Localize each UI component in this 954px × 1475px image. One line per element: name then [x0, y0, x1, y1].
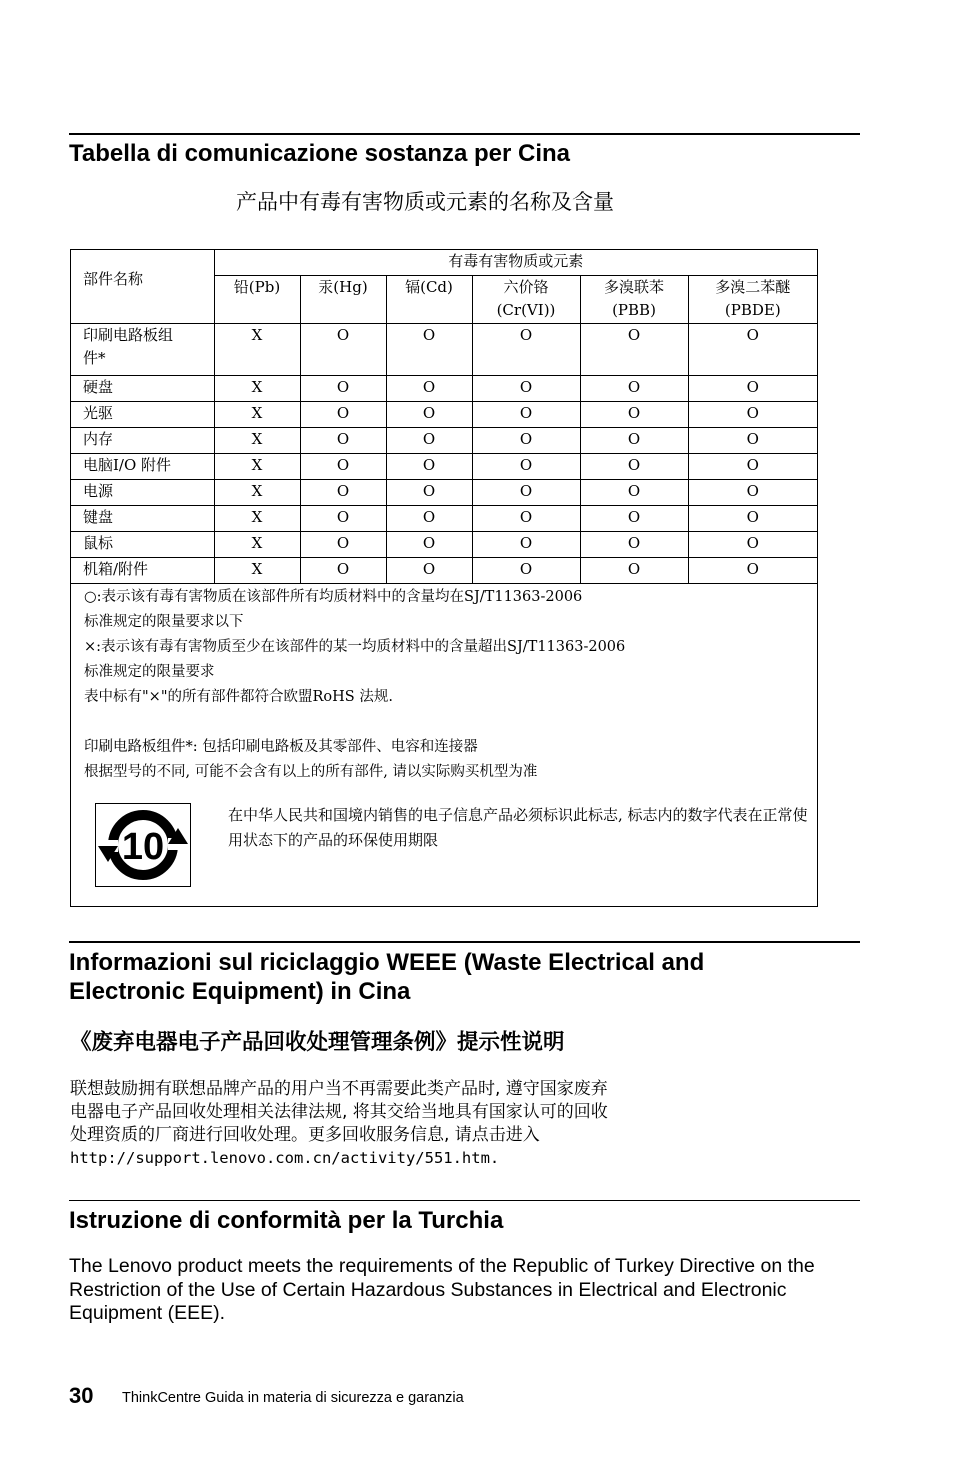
substance-value-cell: O: [300, 505, 386, 531]
part-name-cell: [71, 375, 214, 401]
part-name-line: 电脑I/O 附件: [83, 455, 172, 474]
substance-value-cell: O: [688, 557, 817, 583]
substance-value-cell: O: [688, 505, 817, 531]
substance-column-header: [214, 275, 300, 323]
substance-value-cell: O: [472, 479, 580, 505]
substance-value-cell: O: [386, 505, 472, 531]
substance-value-cell: X: [214, 505, 300, 531]
table-row: [71, 453, 817, 479]
substance-group-header: 有毒有害物质或元素: [214, 250, 817, 275]
substance-value-cell: O: [386, 375, 472, 401]
substance-column-header: [300, 275, 386, 323]
note-line: 标准规定的限量要求以下: [84, 614, 244, 630]
substance-value-cell: X: [214, 401, 300, 427]
weee-subtitle: 《废弃电器电子产品回收处理管理条例》提示性说明: [70, 1030, 565, 1055]
part-name-line: 件*: [83, 348, 106, 367]
substance-value-cell: X: [214, 453, 300, 479]
note-line: 根据型号的不同, 可能不会含有以上的所有部件, 请以实际购买机型为准: [84, 764, 538, 780]
substance-value-cell: O: [472, 453, 580, 479]
column-header-line: 铅(Pb): [233, 277, 281, 296]
substance-value-cell: O: [580, 505, 688, 531]
substance-value-cell: O: [688, 323, 817, 375]
weee-paragraph-line: 联想鼓励拥有联想品牌产品的用户当不再需要此类产品时, 遵守国家废弃: [70, 1079, 608, 1099]
substance-value-cell: O: [386, 557, 472, 583]
substance-value-cell: O: [300, 479, 386, 505]
column-header-line: 多溴联苯: [603, 277, 664, 296]
column-header-line: (PBDE): [724, 300, 781, 319]
substance-value-cell: O: [300, 401, 386, 427]
substance-value-cell: O: [300, 427, 386, 453]
substance-value-cell: O: [580, 401, 688, 427]
table-row: [71, 401, 817, 427]
table-row: [71, 557, 817, 583]
substance-value-cell: O: [386, 427, 472, 453]
substance-column-header: [386, 275, 472, 323]
table-row: [71, 531, 817, 557]
substance-value-cell: O: [688, 427, 817, 453]
substance-value-cell: O: [688, 531, 817, 557]
substance-column-header: [688, 275, 817, 323]
logo-explanation: 在中华人民共和国境内销售的电子信息产品必须标识此标志, 标志内的数字代表在正常使用状态下的产品的环保使用期限: [228, 806, 808, 849]
substance-value-cell: O: [580, 557, 688, 583]
substance-value-cell: O: [300, 375, 386, 401]
part-name-cell: [71, 453, 214, 479]
table-row: [71, 427, 817, 453]
note-line: 表中标有"×"的所有部件都符合欧盟RoHS 法规.: [84, 689, 393, 705]
substance-value-cell: X: [214, 375, 300, 401]
part-name-line: 键盘: [83, 507, 114, 526]
part-name-cell: [71, 401, 214, 427]
substance-value-cell: O: [472, 427, 580, 453]
substance-value-cell: O: [300, 323, 386, 375]
part-name-cell: [71, 323, 214, 375]
substance-value-cell: O: [386, 323, 472, 375]
substance-value-cell: O: [580, 531, 688, 557]
section-title-china-substances: Tabella di comunicazione sostanza per Cina: [69, 140, 571, 167]
substance-value-cell: X: [214, 531, 300, 557]
part-name-line: 机箱/附件: [83, 559, 149, 578]
column-header-line: 六价铬: [503, 277, 549, 296]
table-subtitle: 产品中有毒有害物质或元素的名称及含量: [236, 190, 614, 214]
column-header-line: (Cr(VI)): [496, 300, 556, 319]
substance-table: [71, 250, 817, 584]
section-title-weee: [69, 948, 704, 1006]
substance-value-cell: O: [688, 479, 817, 505]
substance-value-cell: X: [214, 479, 300, 505]
column-header-line: 镉(Cd): [405, 277, 453, 296]
weee-paragraph-line: 电器电子产品回收处理相关法律法规, 将其交给当地具有国家认可的回收: [70, 1102, 608, 1122]
page-number: 30: [69, 1383, 94, 1408]
substance-column-header: [580, 275, 688, 323]
part-name-cell: [71, 557, 214, 583]
part-name-line: 内存: [83, 429, 114, 448]
substance-value-cell: O: [300, 531, 386, 557]
part-name-header: 部件名称: [71, 250, 214, 323]
substance-value-cell: X: [214, 557, 300, 583]
substance-value-cell: O: [580, 375, 688, 401]
logo-number: 10: [121, 826, 165, 868]
column-header-line: (PBB): [612, 300, 656, 319]
part-name-line: 印刷电路板组: [83, 325, 174, 344]
part-name-cell: [71, 479, 214, 505]
column-header-line: 汞(Hg): [318, 277, 368, 296]
substance-value-cell: O: [300, 453, 386, 479]
environmental-use-period-logo: [95, 803, 191, 887]
substance-value-cell: O: [472, 557, 580, 583]
note-line: 印刷电路板组件*: 包括印刷电路板及其零部件、电容和连接器: [84, 739, 478, 755]
section-divider: [69, 941, 860, 943]
part-name-cell: [71, 505, 214, 531]
part-name-line: 电源: [83, 481, 114, 500]
substance-value-cell: O: [580, 479, 688, 505]
substance-value-cell: O: [386, 401, 472, 427]
table-row: [71, 323, 817, 375]
substance-value-cell: X: [214, 323, 300, 375]
note-line: [84, 710, 804, 735]
turkey-paragraph: The Lenovo product meets the requirements of the Republic of Turkey Directive on the Restriction of the Use of Certain Hazardous Substances in Electrical and Electronic Equipment (EEE).: [69, 1255, 815, 1324]
table-row: [71, 505, 817, 531]
substance-value-cell: O: [688, 453, 817, 479]
substance-value-cell: O: [386, 531, 472, 557]
substance-value-cell: X: [214, 427, 300, 453]
section-divider: [69, 133, 860, 135]
part-name-line: 硬盘: [83, 377, 114, 396]
substance-value-cell: O: [580, 427, 688, 453]
recycle-10-icon: [96, 804, 190, 886]
table-row: [71, 479, 817, 505]
substance-value-cell: O: [386, 453, 472, 479]
footer-title: ThinkCentre Guida in materia di sicurezza e garanzia: [122, 1390, 464, 1406]
column-header-line: 多溴二苯醚: [715, 277, 791, 296]
section-title-turkey: Istruzione di conformità per la Turchia: [69, 1207, 504, 1234]
weee-paragraph-line: 处理资质的厂商进行回收处理。更多回收服务信息, 请点击进入: [70, 1125, 540, 1145]
substance-column-header: [472, 275, 580, 323]
note-line: ×:表示该有毒有害物质至少在该部件的某一均质材料中的含量超出SJ/T11363-2006: [84, 639, 626, 655]
substance-value-cell: O: [688, 401, 817, 427]
weee-title-line1: Informazioni sul riciclaggio WEEE (Waste Electrical and: [69, 949, 705, 976]
substance-value-cell: O: [472, 505, 580, 531]
part-name-line: 光驱: [83, 403, 114, 422]
part-name-cell: [71, 531, 214, 557]
substance-value-cell: O: [472, 375, 580, 401]
weee-paragraph: [70, 1078, 770, 1170]
note-line: 标准规定的限量要求: [84, 664, 215, 680]
section-divider: [69, 1200, 860, 1201]
substance-value-cell: O: [300, 557, 386, 583]
substance-value-cell: O: [580, 453, 688, 479]
table-row: [71, 375, 817, 401]
substance-value-cell: O: [472, 401, 580, 427]
substance-value-cell: O: [472, 323, 580, 375]
substance-value-cell: O: [688, 375, 817, 401]
weee-title-line2: Electronic Equipment) in Cina: [69, 978, 411, 1005]
part-name-cell: [71, 427, 214, 453]
substance-table-frame: [70, 249, 818, 907]
weee-support-link[interactable]: http://support.lenovo.com.cn/activity/551.htm.: [70, 1149, 500, 1167]
note-line: ○:表示该有毒有害物质在该部件所有均质材料中的含量均在SJ/T11363-2006: [84, 589, 583, 605]
table-notes: [84, 585, 804, 785]
substance-value-cell: O: [386, 479, 472, 505]
substance-value-cell: O: [580, 323, 688, 375]
substance-value-cell: O: [472, 531, 580, 557]
part-name-line: 鼠标: [83, 533, 114, 552]
